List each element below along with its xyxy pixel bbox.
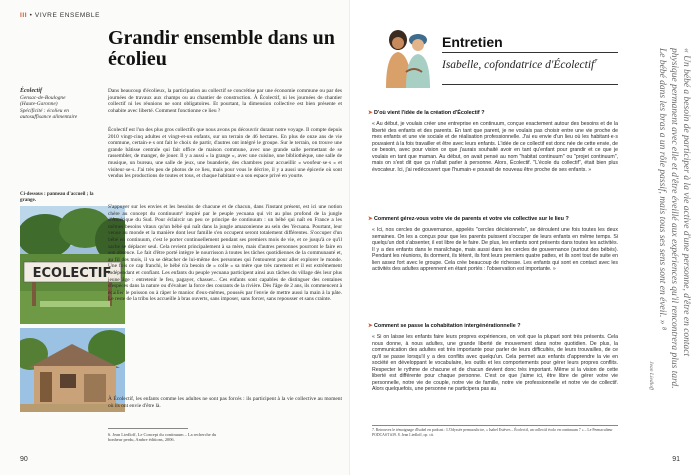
right-page [350, 0, 700, 475]
section-number: III [20, 12, 28, 19]
body-paragraph-3: S'appuyer sur les envies et les besoins de chacune et de chacun, dans l'instant présent, est ici une notion chère au concept du continuum⁶ inspiré par le peuple yecuana qui vit au plus profond de la jungle d'Amérique du Sud. Pour éclaircir un peu ce principe de continuum : un bébé qui naît en France a les mêmes besoins vitaux qu'un bébé qui naît dans la jungle amazonienne au sein des Yecuana. Pourtant, leur venue au monde et la manière dont leur famille s'en occupent seront totalement différentes. S'occuper d'un bébé en continuum, c'est le porter continuellement pendant ses premiers mois de vie, et ce jusqu'à ce qu'il sache se déplacer seul. Cela revient principalement à sa mère, mais d'autres personnes pourront le faire en son absence. Le fait d'être porté intègre le nourrisson à toutes les tâches quotidiennes de la communauté et, au fil des mois, il va se détacher de lui-même des personnes qui l'entourent pour aller explorer le monde. Une fois ce cap franchi, le bébé n'a besoin de « colle » sa mère que très rarement et il est extrêmement indépendant et confiant. Les enfants du peuple yecuana participent ainsi aux tâches du village dès leur plus jeune âge : entretenir le feu, pagayer, chasser... Ces enfants sont capables de distinguer des centaines d'espèces dans la nature ou d'évaluer la force des courants de la rivière. Dès l'âge de 2 ans, ils commencent à écailler le poisson ou à râper le manioc d'eux-mêmes, poussés par l'envie de mettre aussi la main à la pâte. Le reste de la tribu les accueille à bras ouverts, sans imposer, sans forcer, sans repousser et sans crainte. [108, 204, 342, 303]
body-paragraph-2: Écolectif est l'un des plus gros collectifs que nous avons pu découvrir durant notre voyage. Il compte depuis 2010 vingt-cinq adultes et vingt-et-un enfants, sur un terrain de 46 hectares. En plus de onze ans de vie commune, certain·e·s ont fait le choix de partir, d'autres ont intégré le groupe. Sur le terrain, on trouve une grande bâtisse centrale qui fait office de maison commune, avec une grande salle permettant de se rassembler, de manger, de jouer. Il y a aussi « la grange », avec une cuisine, une bibliothèque, une salle de musique, un bureau, une salle de jeux, une buanderie, des chambres pour accueillir « woofeur·se·s » et visiteur·se·s. J'ai très peu de photos de ce lieu, mais pour vous le décrire, il y a aussi une épicerie où sont vendus les productions de toutes et tous, et chaque habitant·e a son espace privé en yourte. [108, 127, 342, 180]
pull-quote-author: Jean Liedloff [648, 361, 654, 390]
question-1-text: D'où vient l'idée de la création d'Écolectif ? [374, 110, 485, 116]
section-label: VIVRE ENSEMBLE [34, 12, 101, 19]
question-3-text: Comment se passe la cohabitation intergénérationnelle ? [374, 323, 521, 329]
place-location-2: (Haute-Garonne) [20, 101, 58, 108]
body-paragraph-4: À Écolectif, les enfants comme les adultes ne sont pas forcés : ils participent à la vie collective au moment où ils ont envie d'être là. [108, 396, 342, 409]
question-2 [368, 216, 593, 223]
arrow-icon: ➤ [368, 216, 373, 222]
interview-label: Entretien [442, 34, 503, 50]
header-rule-top [442, 52, 618, 53]
arrow-icon: ➤ [368, 323, 373, 329]
interviewee-name [442, 56, 622, 72]
footnote-left: 6. Jean Liedloff, Le Concept du continuum – La recherche du bonheur perdu, Ambre éditions, 2006. [108, 432, 217, 443]
question-3 [368, 323, 593, 330]
interviewee-text: Isabelle, cofondatrice d'Écolectif [442, 58, 595, 71]
footnote-divider-right [372, 425, 618, 426]
pull-quote-text: « Un bébé a besoin de participer à la vie active d'une personne, d'être en contact physique permanent avec elle et d'être éveillé aux expériences qu'il rencontrera plus tard. Le bébé dans les bras a un rôle passif, mais tous ses sens sont en éveil. » ⁸ [657, 48, 691, 389]
page-number-right: 91 [672, 456, 680, 463]
article-title: Grandir ensemble dans un écolieu [108, 27, 335, 70]
sign-text: ECOLECTIF [32, 266, 112, 281]
place-name: Écolectif [20, 88, 42, 94]
section-separator: • [27, 12, 35, 19]
place-sidebar [20, 88, 98, 121]
footnote-divider [108, 428, 188, 429]
answer-3: « Si on laisse les enfants faire leurs propres expériences, on voit que la plupart sont très présents. Cela nous donne, à nous adultes, une grande liberté de mouvement dans notre quotidien. De plus, la communication des adultes est très importante pour parler de leurs difficultés, de leurs trouvailles, de ce qu'il se passe lorsqu'il y a des conflits avec quelqu'un. Cela permet aux enfants d'apprendre la vie en société en développant le vocabulaire, les outils et les comportements pour gérer leurs propres conflits. Respecter le rythme de chacune et de chacun devient donc très important. Même si la vision de cette liberté est différente pour chaque personne. C'est ce que j'aime ici, être libre de gérer votre vie personnelle, notre vie de couple, notre vie de famille, notre vie professionnelle et notre vie de collectif. Alors quelquefois, une personne ne participera pas au [372, 334, 618, 392]
arrow-icon: ➤ [368, 110, 373, 116]
answer-2: « Ici, nos cercles de gouvernance, appelés "cercles décisionnels", se déroulent une fois toutes les deux semaines. On les a conçus pour que les parents puissent s'occuper de leurs enfants en même temps. Si quelqu'un doit s'absenter, il est libre de le faire. De plus, les enfants sont présents dans toutes les activités. Il y a des enfants dans le maraîchage, mais aussi dans les cercles de gouvernance (surtout des bébés). Pendant les réunions, ils dorment, ils tètent, ils font leurs premiers quatre pattes, et ils sont tout de suite en lien assez fort avec le groupe. Cela crée beaucoup de richesse. Les enfants qui sont en contact avec les activités des adultes apprennent en étant portés : l'observation est importante. » [372, 227, 618, 272]
body-paragraph-1: Dans beaucoup d'écolieux, la participation au collectif se concrétise par une économie commune ou par des journées de travaux aux champs ou au chantier de construction. À Écolectif, ni les journées de chantier collectif ni les réunions ne sont obligatoires. Et pourtant, la dimension collective est bien présente et cohabite avec liberté. Comment fonctionne ce lieu ? [108, 88, 342, 114]
footnote-right: 7. Retrouvez le témoignage d'Isabel en podcast : L'Odyssée permacultrice, « Isabel Estéves – Écolectif, un collectif écolo en continuum 7 » – Le Permaculteur PODCAST #39. 8. Jean Liedloff, op. cit. [372, 428, 613, 437]
photo-caption: Ci-dessous : panneau d'accueil ; la grange. [20, 192, 94, 203]
header-rule-bottom [442, 84, 618, 85]
place-location-1: Gensac-de-Boulogne [20, 94, 66, 101]
question-1 [368, 110, 593, 117]
vertical-pull-quote [632, 48, 692, 390]
place-specialty: Spécificité : écolieu en autosuffisance alimentaire [20, 107, 78, 121]
interviewee-footnote-ref: 7 [594, 59, 598, 65]
page-number-left: 90 [20, 456, 28, 463]
interview-illustration [384, 28, 432, 88]
section-header [20, 12, 100, 19]
question-2-text: Comment gérez-vous votre vie de parents et votre vie collective sur le lieu ? [374, 216, 569, 222]
answer-1: « Au début, je voulais créer une entreprise en continuum, conçue exactement autour des besoins et de la liberté des enfants et des parents. En tant que parent, je ne voulais pas choisir entre une vie proche de mes enfants et une vie sociale et de réalisation professionnelle. J'ai eu envie d'un lieu où les habitant·e·s pouvaient à la fois travailler et être avec leurs enfants. L'idée de ce collectif est donc née de cette envie, de ce besoin, avec pour vision ce que j'aurais souhaité avoir en tant qu'enfant pour grandir et ce que je voulais en tant que maman. Au début, on avait pensé au nom "habitat continuum" ou "projet continuum", mais on s'est dit que ça n'allait parler à personne. Alors, Écolectif. "L'école du collectif", était bien plus évocateur. Ici, j'ai redécouvert que l'humain·e pouvait de nouveau être proche de ses enfants. » [372, 121, 618, 173]
